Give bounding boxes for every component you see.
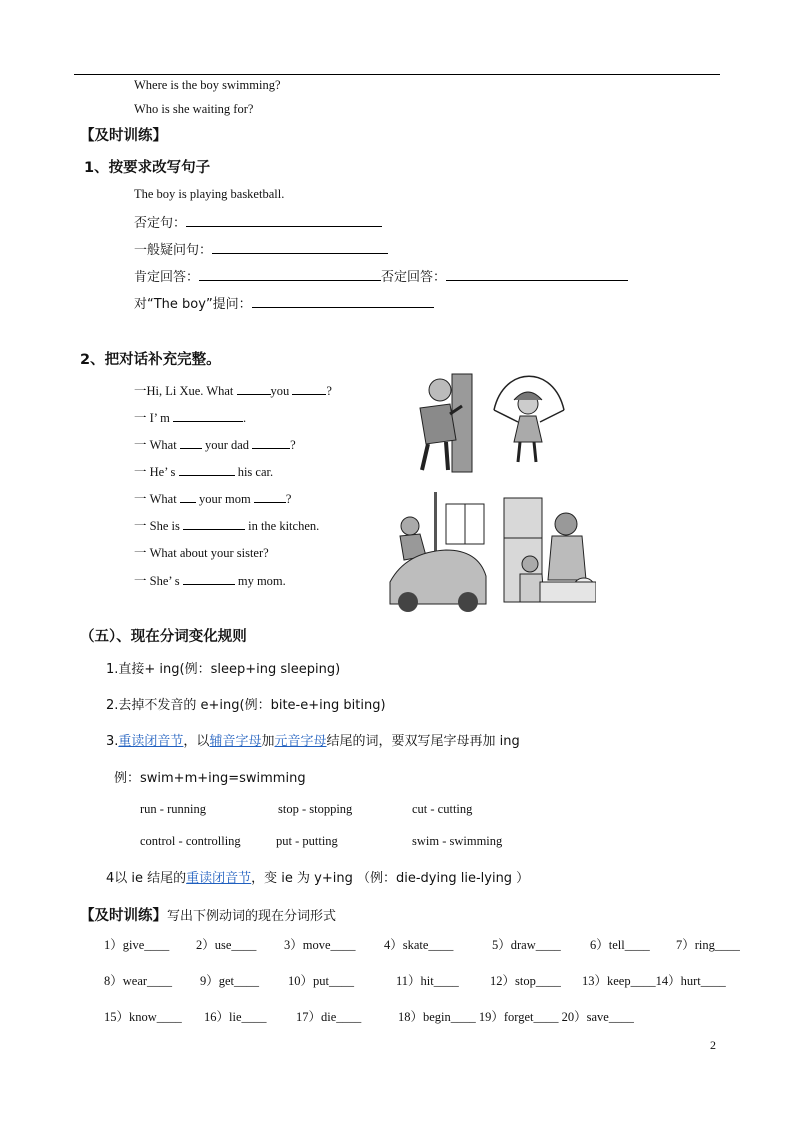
verb-item: 15）know____ bbox=[104, 1010, 182, 1024]
example-1-1: run - running bbox=[140, 802, 206, 816]
dialog-line-4 bbox=[134, 462, 273, 480]
rule3-prefix: 3. bbox=[106, 734, 119, 749]
dialog-blank[interactable] bbox=[292, 382, 326, 395]
verb-item: 9）get____ bbox=[200, 974, 260, 988]
rule-1: 1.直接+ ing(例：sleep+ing sleeping) bbox=[106, 662, 341, 677]
rule3-text: 加 bbox=[261, 734, 275, 749]
ex1-title: 1、按要求改写句子 bbox=[84, 160, 211, 176]
dialog-text: 一Hi, Li Xue. What bbox=[134, 384, 237, 398]
dialog-blank[interactable] bbox=[183, 517, 245, 530]
rule-2: 2.去掉不发音的 e+ing(例：bite-e+ing biting) bbox=[106, 698, 386, 713]
example-2-3: swim - swimming bbox=[412, 834, 503, 848]
dialog-text: 一 She is bbox=[134, 519, 183, 533]
practice1-heading: 【及时训练】 bbox=[80, 128, 167, 144]
top-line-1: Where is the boy swimming? bbox=[134, 78, 281, 92]
neg-answer-label: 否定回答： bbox=[381, 270, 447, 285]
example-1-3: cut - cutting bbox=[412, 802, 473, 816]
dialog-text: 一 What about your sister? bbox=[134, 546, 269, 560]
question-row bbox=[134, 239, 388, 258]
ask-row bbox=[134, 293, 434, 312]
ask-label: 对“The boy”提问： bbox=[134, 297, 252, 312]
verb-item: 16）lie____ bbox=[204, 1010, 267, 1024]
negative-row bbox=[134, 212, 382, 231]
rule3-example: 例：swim+m+ing=swimming bbox=[114, 771, 306, 786]
dialog-blank[interactable] bbox=[237, 382, 271, 395]
link-stressed-closed-syllable-2[interactable]: 重读闭音节 bbox=[186, 871, 252, 886]
pos-answer-blank[interactable] bbox=[199, 268, 381, 281]
rule-4 bbox=[106, 867, 529, 886]
verb-item: 1）give____ bbox=[104, 938, 170, 952]
dialog-line-5 bbox=[134, 489, 291, 507]
girl-jumping-rope-illustration bbox=[484, 370, 574, 470]
verb-item: 10）put____ bbox=[288, 974, 354, 988]
verb-item: 13）keep____14）hurt____ bbox=[582, 974, 726, 988]
dialog-line-1 bbox=[134, 381, 332, 399]
dialog-text: your mom bbox=[195, 492, 254, 506]
dialog-line-6 bbox=[134, 516, 319, 534]
dialog-line-7 bbox=[134, 543, 269, 561]
verb-item: 2）use____ bbox=[196, 938, 257, 952]
dialog-line-2 bbox=[134, 408, 246, 426]
question-blank[interactable] bbox=[212, 241, 388, 254]
verb-item: 4）skate____ bbox=[384, 938, 454, 952]
dialog-blank[interactable] bbox=[183, 572, 235, 585]
ex2-title: 2、把对话补充完整。 bbox=[80, 352, 221, 368]
question-label: 一般疑问句： bbox=[134, 243, 213, 258]
verb-item: 5）draw____ bbox=[492, 938, 561, 952]
dad-illustration bbox=[402, 370, 474, 474]
dialog-text: ? bbox=[290, 438, 296, 452]
pos-answer-label: 肯定回答： bbox=[134, 270, 200, 285]
example-1-2: stop - stopping bbox=[278, 802, 353, 816]
dialog-line-8 bbox=[134, 571, 286, 589]
washing-car-illustration bbox=[386, 486, 490, 614]
dialog-text: 一 What bbox=[134, 492, 180, 506]
section5-title: （五）、现在分词变化规则 bbox=[80, 629, 247, 645]
top-line-2: Who is she waiting for? bbox=[134, 102, 254, 116]
kitchen-illustration bbox=[500, 478, 596, 612]
dialog-line-3 bbox=[134, 435, 296, 453]
link-vowel[interactable]: 元音字母 bbox=[274, 734, 327, 749]
verb-item: 17）die____ bbox=[296, 1010, 362, 1024]
dialog-text: 一 She’ s bbox=[134, 574, 183, 588]
rule3-text: ，以 bbox=[183, 734, 210, 749]
dialog-text: you bbox=[270, 384, 293, 398]
rule4-suffix: ，变 ie 为 y+ing （例：die-dying lie-lying ） bbox=[251, 871, 530, 886]
negative-blank[interactable] bbox=[186, 214, 382, 227]
verb-item: 8）wear____ bbox=[104, 974, 173, 988]
header-rule bbox=[74, 74, 720, 75]
dialog-blank[interactable] bbox=[180, 490, 196, 503]
answers-row bbox=[134, 266, 628, 285]
verb-item: 12）stop____ bbox=[490, 974, 561, 988]
link-stressed-closed-syllable[interactable]: 重读闭音节 bbox=[118, 734, 184, 749]
negative-label: 否定句： bbox=[134, 216, 187, 231]
dialog-blank[interactable] bbox=[180, 436, 202, 449]
verb-item: 18）begin____ 19）forget____ 20）save____ bbox=[398, 1010, 634, 1024]
ex1-sentence: The boy is playing basketball. bbox=[134, 187, 285, 201]
dialog-text: ? bbox=[285, 492, 292, 506]
link-consonant[interactable]: 辅音字母 bbox=[209, 734, 262, 749]
ask-blank[interactable] bbox=[252, 295, 434, 308]
dialog-text: in the kitchen. bbox=[244, 519, 320, 533]
verb-item: 11）hit____ bbox=[396, 974, 459, 988]
dialog-text: my mom. bbox=[234, 574, 286, 588]
page-number: 2 bbox=[710, 1038, 716, 1052]
dialog-text: . bbox=[243, 411, 247, 425]
practice2-header bbox=[80, 904, 336, 925]
example-2-2: put - putting bbox=[276, 834, 338, 848]
dialog-text: ? bbox=[326, 384, 332, 398]
dialog-blank[interactable] bbox=[252, 436, 290, 449]
dialog-text: your dad bbox=[201, 438, 253, 452]
dialog-blank[interactable] bbox=[179, 463, 235, 476]
dialog-text: his car. bbox=[234, 465, 274, 479]
practice2-instruction: 写出下例动词的现在分词形式 bbox=[167, 909, 337, 924]
rule-3 bbox=[106, 730, 520, 749]
dialog-blank[interactable] bbox=[173, 409, 243, 422]
dialog-text: 一 He’ s bbox=[134, 465, 179, 479]
dialog-text: 一 What bbox=[134, 438, 180, 452]
verb-item: 3）move____ bbox=[284, 938, 356, 952]
verb-item: 7）ring____ bbox=[676, 938, 740, 952]
dialog-blank[interactable] bbox=[254, 490, 286, 503]
rule3-suffix: 结尾的词，要双写尾字母再加 ing bbox=[326, 734, 520, 749]
dialog-text: 一 I’ m bbox=[134, 411, 173, 425]
verb-item: 6）tell____ bbox=[590, 938, 650, 952]
rule4-prefix: 4以 ie 结尾的 bbox=[106, 871, 187, 886]
practice2-heading: 【及时训练】 bbox=[80, 908, 167, 924]
example-2-1: control - controlling bbox=[140, 834, 241, 848]
neg-answer-blank[interactable] bbox=[446, 268, 628, 281]
